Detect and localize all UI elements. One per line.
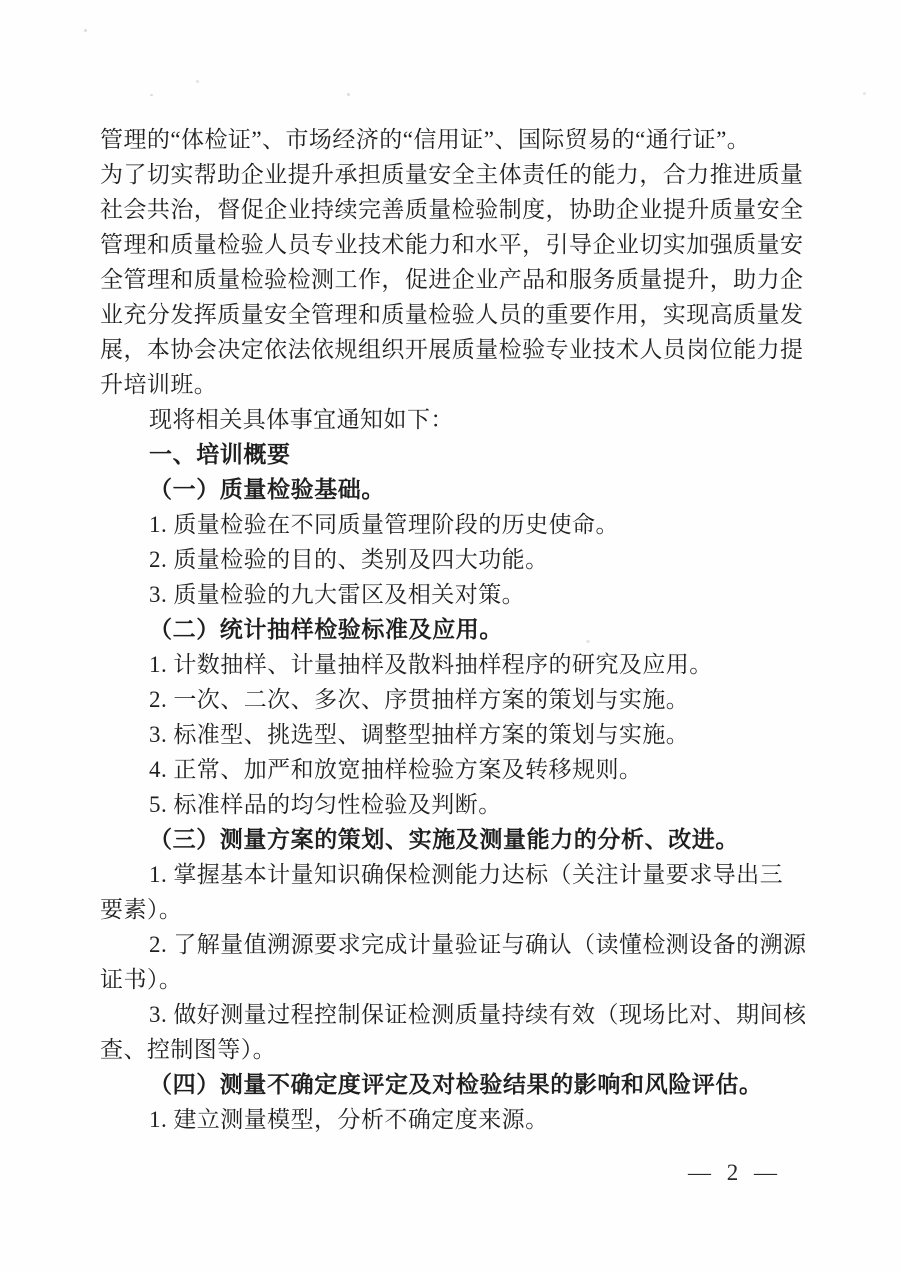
text-line: 现将相关具体事宜通知如下： (149, 407, 454, 432)
text-line: 全管理和质量检验检测工作，促进企业产品和服务质量提升，助力企 (100, 267, 804, 292)
heading-line: 一、培训概要 (149, 442, 291, 467)
scan-speck (863, 92, 866, 95)
scan-speck (347, 93, 350, 96)
text-line: 3. 标准型、挑选型、调整型抽样方案的策划与实施。 (149, 722, 690, 747)
text-line: 3. 做好测量过程控制保证检测质量持续有效（现场比对、期间核 (149, 1002, 807, 1027)
text-line: 1. 掌握基本计量知识确保检测能力达标（关注计量要求导出三 (149, 862, 784, 887)
scan-speck (84, 29, 87, 32)
scan-speck (150, 94, 153, 96)
text-line: 升培训班。 (100, 372, 218, 397)
text-line: 要素）。 (100, 897, 183, 922)
text-line: 证书）。 (100, 967, 183, 992)
text-line: 社会共治，督促企业持续完善质量检验制度，协助企业提升质量安全 (100, 197, 804, 222)
scan-speck (196, 80, 199, 83)
text-line: 2. 质量检验的目的、类别及四大功能。 (149, 547, 549, 572)
text-line: 为了切实帮助企业提升承担质量安全主体责任的能力，合力推进质量 (100, 162, 804, 187)
document-body (100, 122, 808, 1137)
text-line: 管理的“体检证”、市场经济的“信用证”、国际贸易的“通行证”。 (100, 127, 751, 152)
heading-line: （四）测量不确定度评定及对检验结果的影响和风险评估。 (149, 1072, 763, 1097)
text-line: 3. 质量检验的九大雷区及相关对策。 (149, 582, 526, 607)
text-line: 展，本协会决定依法依规组织开展质量检验专业技术人员岗位能力提 (100, 337, 804, 362)
heading-line: （二）统计抽样检验标准及应用。 (149, 617, 503, 642)
page-number: — 2 — (688, 1160, 782, 1185)
text-line: 1. 计数抽样、计量抽样及散料抽样程序的研究及应用。 (149, 652, 713, 677)
text-line: 1. 质量检验在不同质量管理阶段的历史使命。 (149, 512, 619, 537)
text-line: 1. 建立测量模型，分析不确定度来源。 (149, 1107, 549, 1132)
text-line: 5. 标准样品的均匀性检验及判断。 (149, 792, 502, 817)
text-line: 4. 正常、加严和放宽抽样检验方案及转移规则。 (149, 757, 643, 782)
heading-line: （三）测量方案的策划、实施及测量能力的分析、改进。 (149, 827, 739, 852)
text-line: 管理和质量检验人员专业技术能力和水平，引导企业切实加强质量安 (100, 232, 804, 257)
text-line: 业充分发挥质量安全管理和质量检验人员的重要作用，实现高质量发 (100, 302, 804, 327)
heading-line: （一）质量检验基础。 (149, 477, 385, 502)
text-line: 2. 一次、二次、多次、序贯抽样方案的策划与实施。 (149, 687, 690, 712)
text-line: 查、控制图等）。 (100, 1037, 277, 1062)
text-line: 2. 了解量值溯源要求完成计量验证与确认（读懂检测设备的溯源 (149, 932, 807, 957)
